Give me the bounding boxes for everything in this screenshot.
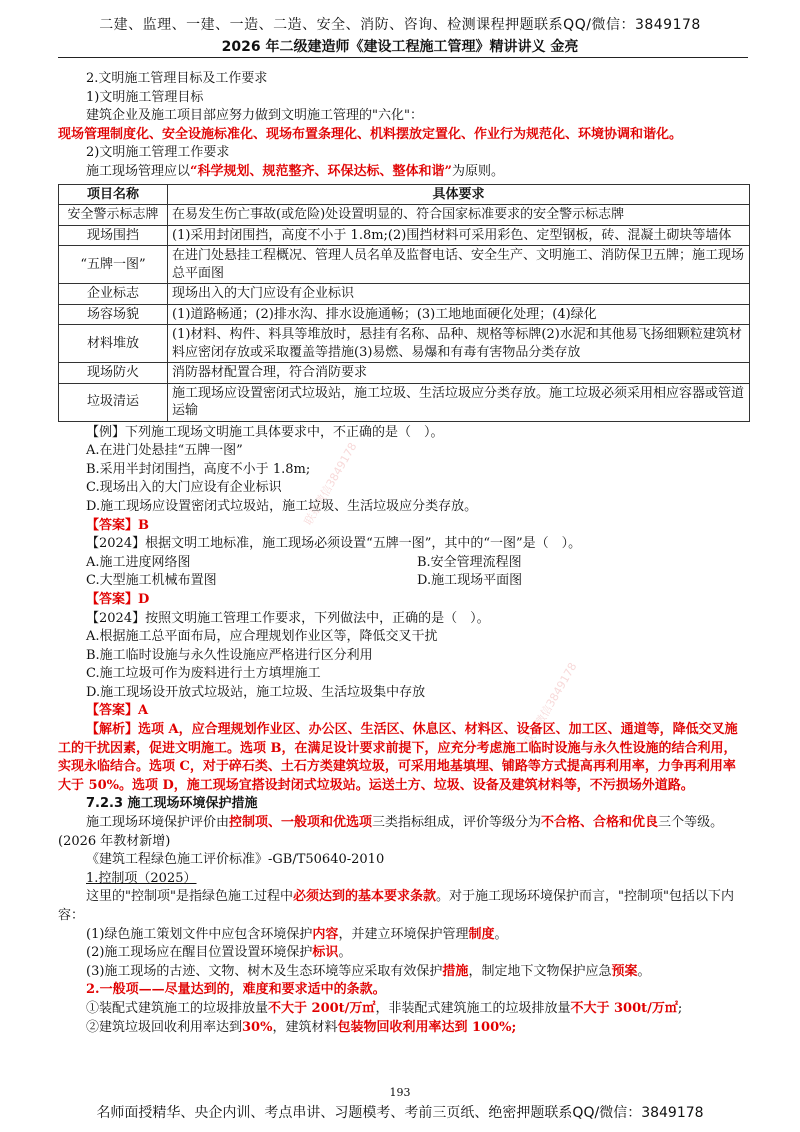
analysis: 【解析】选项 A，应合理规划作业区、办公区、生活区、休息区、材料区、设备区、加工区、通道等，降低交叉施工的干扰因素，促进文明施工。选项 B，在满足设计要求前提下，应充分考虑施工临时设施与永久性设施的结合利用，实现永临结合。选项 C，对于碎石类、土石方类建筑垃圾，可采用地基填埋、铺路等方式提高再利用率，力争再利用率大于 50%。选项 D，施工现场宜搭设封闭式垃圾站。运送土方、垃圾、设备及建筑材料等，不污损场外道路。 [58,722,738,793]
subsection-title: 2)文明施工管理工作要求 [86,145,230,161]
standard-ref: 《建筑工程绿色施工评价标准》-GB/T50640-2010 [86,852,385,868]
subsection-title: 1)文明施工管理目标 [86,89,204,105]
option-c: C.施工垃圾可作为废料进行土方填埋施工 [86,666,321,682]
list-item: (1)绿色施工策划文件中应包含环境保护内容，并建立环境保护管理制度。 [86,926,508,942]
question-stem: 【2024】根据文明工地标准，施工现场必须设置“五牌一图”，其中的“一图”是（ ）。 [86,536,582,552]
table-row: 垃圾清运 施工现场应设置密闭式垃圾站，施工垃圾、生活垃圾应分类存放。施工垃圾必须采用相应容器或管道运输 [59,383,750,421]
paragraph: 施工现场管理应以“科学规划、规范整齐、环保达标、整体和谐”为原则。 [86,163,504,179]
table-row: 企业标志 现场出入的大门应设有企业标识 [59,284,750,305]
section-heading: 7.2.3 施工现场环境保护措施 [86,796,258,812]
watermark: 联系微信3849178 [301,440,360,528]
option-c: C.大型施工机械布置图 [86,573,217,589]
watermark: 联系微信3849178 [521,660,580,748]
list-item: ②建筑垃圾回收利用率达到30%，建筑材料包装物回收利用率达到 100%; [86,1019,517,1035]
question-stem: 【2024】按照文明施工管理工作要求，下列做法中，正确的是（ ）。 [86,610,490,626]
option-a: A.根据施工总平面布局，应合理规划作业区等，降低交叉干扰 [86,629,438,645]
col-header-req: 具体要求 [168,184,750,205]
option-b: B.安全管理流程图 [417,554,522,570]
option-d: D.施工现场平面图 [417,573,523,589]
requirements-table [58,184,750,422]
page-content [58,70,748,1037]
option-c: C.现场出入的大门应设有企业标识 [86,480,282,496]
option-b: B.采用半封闭围挡，高度不小于 1.8m; [86,461,311,477]
list-item: ①装配式建筑施工的垃圾排放量不大于 200t/万㎡，非装配式建筑施工的垃圾排放量不大于 300t/万㎡; [86,1000,683,1016]
table-row: 安全警示标志牌 在易发生伤亡事故(或危险)处设置明显的、符合国家标准要求的安全警示标志牌 [59,205,750,226]
option-a: A.在进门处悬挂“五牌一图” [86,443,243,459]
table-row: 场容场貌 (1)道路畅通；(2)排水沟、排水设施通畅；(3)工地地面硬化处理；(4)绿化 [59,304,750,325]
answer: 【答案】D [86,591,150,607]
header-line-1: 二建、监理、一建、一造、二造、安全、消防、咨询、检测课程押题联系QQ/微信：3849178 [99,17,701,33]
answer: 【答案】A [86,703,149,719]
page-number: 193 [389,1086,411,1099]
subheading-control: 1.控制项（2025） [86,870,197,886]
option-d: D.施工现场应设置密闭式垃圾站，施工垃圾、生活垃圾应分类存放。 [86,498,478,514]
table-row: 材料堆放 (1)材料、构件、料具等堆放时，悬挂有名称、品种、规格等标牌(2)水泥和其他易飞扬细颗粒建筑材料应密闭存放或采取覆盖等措施(3)易燃、易爆和有毒有害物品分类存放 [59,325,750,363]
table-row: 现场围挡 (1)采用封闭围挡，高度不小于 1.8m;(2)围挡材料可采用彩色、定型钢板，砖、混凝土砌块等墙体 [59,225,750,246]
options-row [58,554,748,573]
option-b: B.施工临时设施与永久性设施应严格进行区分利用 [86,647,373,663]
paragraph: 这里的"控制项"是指绿色施工过程中必须达到的基本要求条款。对于施工现场环境保护而言，"控制项"包括以下内容： [58,889,734,923]
list-item: (3)施工现场的古迹、文物、树木及生态环境等应采取有效保护措施，制定地下文物保护应急预案。 [86,963,651,979]
principle-highlight: “科学规划、规范整齐、环保达标、整体和谐” [190,163,452,179]
options-row [58,572,748,591]
header-line-2: 2026 年二级建造师《建设工程施工管理》精讲讲义 金亮 [221,39,579,55]
footer: 名师面授精华、央企内训、考点串讲、习题模考、考前三页纸、绝密押题联系QQ/微信：3849178 [96,1105,704,1121]
paragraph: 建筑企业及施工项目部应努力做到文明施工管理的"六化"： [86,108,423,124]
answer: 【答案】B [86,517,149,533]
six-principles: 现场管理制度化、安全设施标准化、现场布置条理化、机料摆放定置化、作业行为规范化、环境协调和谐化。 [58,126,683,142]
col-header-name: 项目名称 [59,184,168,205]
option-d: D.施工现场设开放式垃圾站，施工垃圾、生活垃圾集中存放 [86,684,426,700]
question-stem: 【例】下列施工现场文明施工具体要求中，不正确的是（ ）。 [86,424,444,440]
option-a: A.施工进度网络图 [86,554,191,570]
paragraph: 施工现场环境保护评价由控制项、一般项和优选项三类指标组成，评价等级分为不合格、合格和优良三个等级。(2026 年教材新增) [58,815,724,849]
header-divider [58,57,748,58]
table-row: “五牌一图” 在进门处悬挂工程概况、管理人员名单及监督电话、安全生产、文明施工、消防保卫五牌；施工现场总平面图 [59,246,750,284]
subheading-general: 2.一般项——尽量达到的，难度和要求适中的条款。 [86,982,386,998]
list-item: (2)施工现场应在醒目位置设置环境保护标识。 [86,945,352,961]
table-row: 现场防火 消防器材配置合理，符合消防要求 [59,363,750,384]
section-title: 2.文明施工管理目标及工作要求 [86,71,268,86]
